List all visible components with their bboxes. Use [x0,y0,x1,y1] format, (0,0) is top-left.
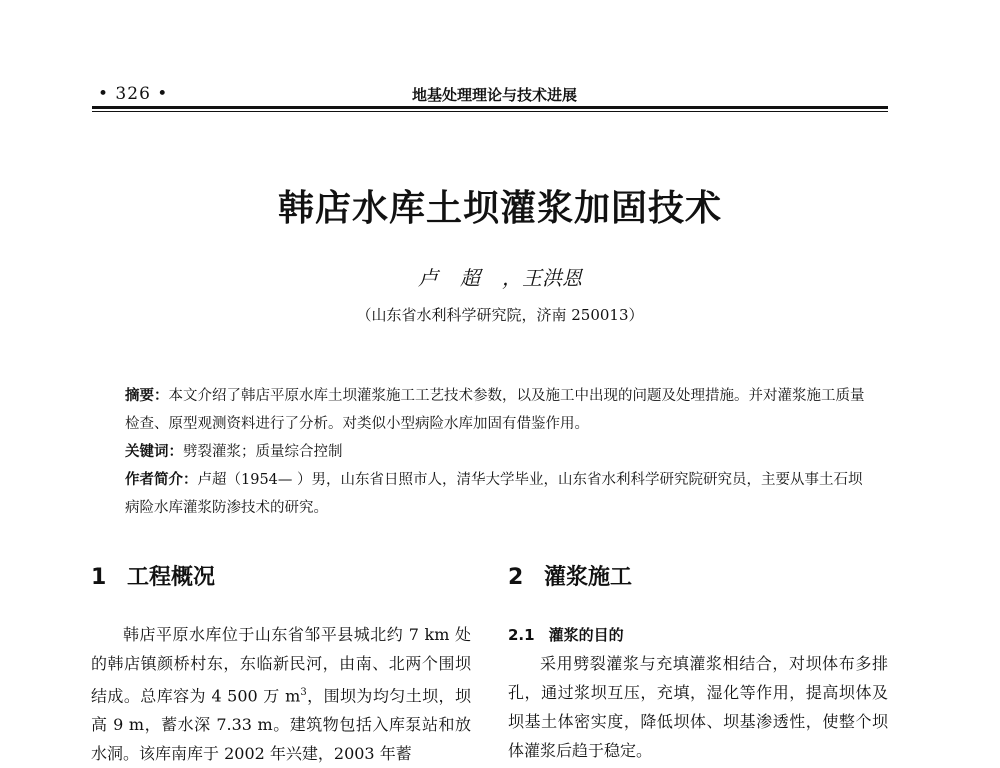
subsection-2-1-heading [508,624,624,645]
section-1-text-a: 韩店平原水库位于山东省邹平县城北约 7 km 处的韩店镇颜桥村东，东临新民河，由南、北两个围坝结成。总库容为 4 500 万 m [91,625,471,706]
section-1-paragraph [91,620,471,768]
section-1-text-b: ，围坝为均匀土坝，坝高 9 m，蓄水深 7.33 m。建筑物包括入库泵站和放水洞。该库南库于 2002 年兴建，2003 年蓄 [91,686,471,764]
subsection-number: 2.1 [508,626,535,644]
subsection-title: 灌浆的目的 [548,626,624,644]
header-rule-thin [92,111,888,112]
abstract-block [125,382,875,522]
author-2: 王洪恩 [522,266,582,290]
right-column [508,560,888,760]
abstract-text: 本文介绍了韩店平原水库土坝灌浆施工工艺技术参数，以及施工中出现的问题及处理措施。并对灌浆施工质量检查、原型观测资料进行了分析。对类似小型病险水库加固有借鉴作用。 [125,388,865,432]
abstract [125,382,875,438]
page-number: • 326 • [98,84,169,104]
section-1-number: 1 [91,565,107,590]
author-separator: ， [502,266,522,290]
keywords [125,438,875,466]
author-1: 卢超 [418,266,502,290]
keywords-label: 关键词： [125,444,183,460]
section-1-title: 工程概况 [127,565,216,590]
running-title: 地基处理理论与技术进展 [412,86,578,104]
section-1-heading [91,560,471,600]
left-column [91,560,471,764]
abstract-label: 摘要： [125,388,169,404]
running-header [92,84,888,114]
superscript: 3 [300,687,307,698]
section-2-title: 灌浆施工 [544,565,633,590]
affiliation: （山东省水利科学研究院，济南 250013） [356,306,644,324]
author-info-label: 作者简介： [125,472,198,488]
section-2-paragraph: 采用劈裂灌浆与充填灌浆相结合，对坝体布多排孔，通过浆坝互压，充填，湿化等作用，提高坝体及坝基土体密实度，降低坝体、坝基渗透性，使整个坝体灌浆后趋于稳定。 [508,654,888,760]
header-rule-thick [92,106,888,109]
author-info [125,466,875,522]
keywords-text: 劈裂灌浆；质量综合控制 [183,444,343,460]
section-2-number: 2 [508,565,524,590]
section-2-heading [508,560,888,600]
paper-title: 韩店水库土坝灌浆加固技术 [277,187,722,229]
author-info-text: 卢超（1954— ）男，山东省日照市人，清华大学毕业，山东省水利科学研究院研究员，主要从事土石坝病险水库灌浆防渗技术的研究。 [125,472,863,516]
authors [0,262,1000,291]
